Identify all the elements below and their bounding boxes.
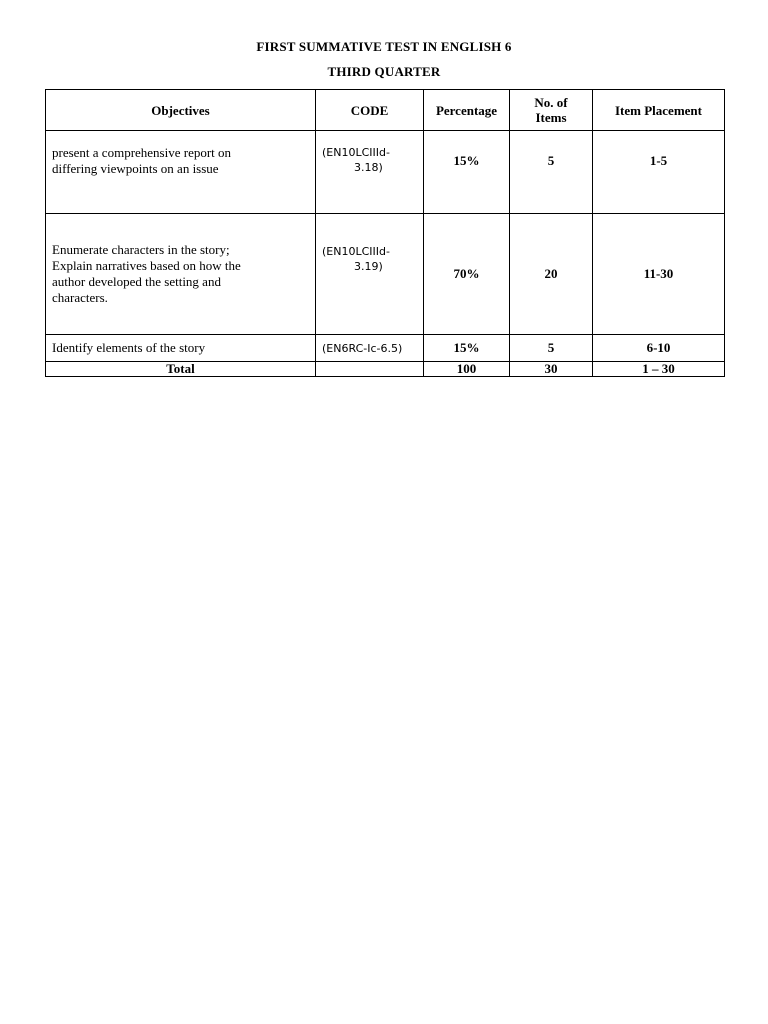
code-line: (EN6RC-Ic-6.5) [322, 341, 403, 355]
table-header-row [46, 90, 725, 131]
code-cell [316, 214, 424, 335]
table-of-specifications [45, 89, 725, 377]
header-items-line2: Items [535, 110, 567, 125]
objective-cell [46, 214, 316, 335]
document-title: FIRST SUMMATIVE TEST IN ENGLISH 6 [256, 39, 512, 54]
objective-line: Explain narratives based on how the [52, 258, 241, 273]
code-line: (EN10LCIIId- [322, 245, 390, 258]
objective-cell [46, 131, 316, 214]
placement-cell: 11-30 [593, 214, 725, 335]
placement-cell: 1-5 [593, 131, 725, 214]
percentage-cell: 70% [424, 214, 510, 335]
items-cell: 5 [510, 335, 593, 362]
code-cell [316, 131, 424, 214]
objective-cell [46, 335, 316, 362]
percentage-cell: 15% [424, 131, 510, 214]
total-label: Total [46, 362, 316, 377]
header-items-line1: No. of [534, 95, 568, 110]
total-placement: 1 – 30 [593, 362, 725, 377]
header-code: CODE [316, 90, 424, 131]
objective-line: author developed the setting and [52, 274, 221, 289]
table-row [46, 335, 725, 362]
header-item-placement: Item Placement [593, 90, 725, 131]
code-cell [316, 335, 424, 362]
code-line: (EN10LCIIId- [322, 146, 390, 159]
total-row [46, 362, 725, 377]
objective-line: Identify elements of the story [52, 340, 206, 355]
total-code [316, 362, 424, 377]
header-percentage: Percentage [424, 90, 510, 131]
document-subtitle: THIRD QUARTER [327, 64, 441, 79]
table-row [46, 214, 725, 335]
percentage-cell: 15% [424, 335, 510, 362]
items-cell: 5 [510, 131, 593, 214]
placement-cell: 6-10 [593, 335, 725, 362]
objective-line: characters. [52, 290, 108, 305]
objective-line: differing viewpoints on an issue [52, 161, 219, 176]
table-row [46, 131, 725, 214]
header-no-of-items [510, 90, 593, 131]
objective-line: present a comprehensive report on [52, 145, 232, 160]
header-objectives: Objectives [46, 90, 316, 131]
total-items: 30 [510, 362, 593, 377]
code-line: 3.19) [354, 260, 383, 273]
total-percentage: 100 [424, 362, 510, 377]
objective-line: Enumerate characters in the story; [52, 242, 230, 257]
items-cell: 20 [510, 214, 593, 335]
code-line: 3.18) [354, 161, 383, 174]
